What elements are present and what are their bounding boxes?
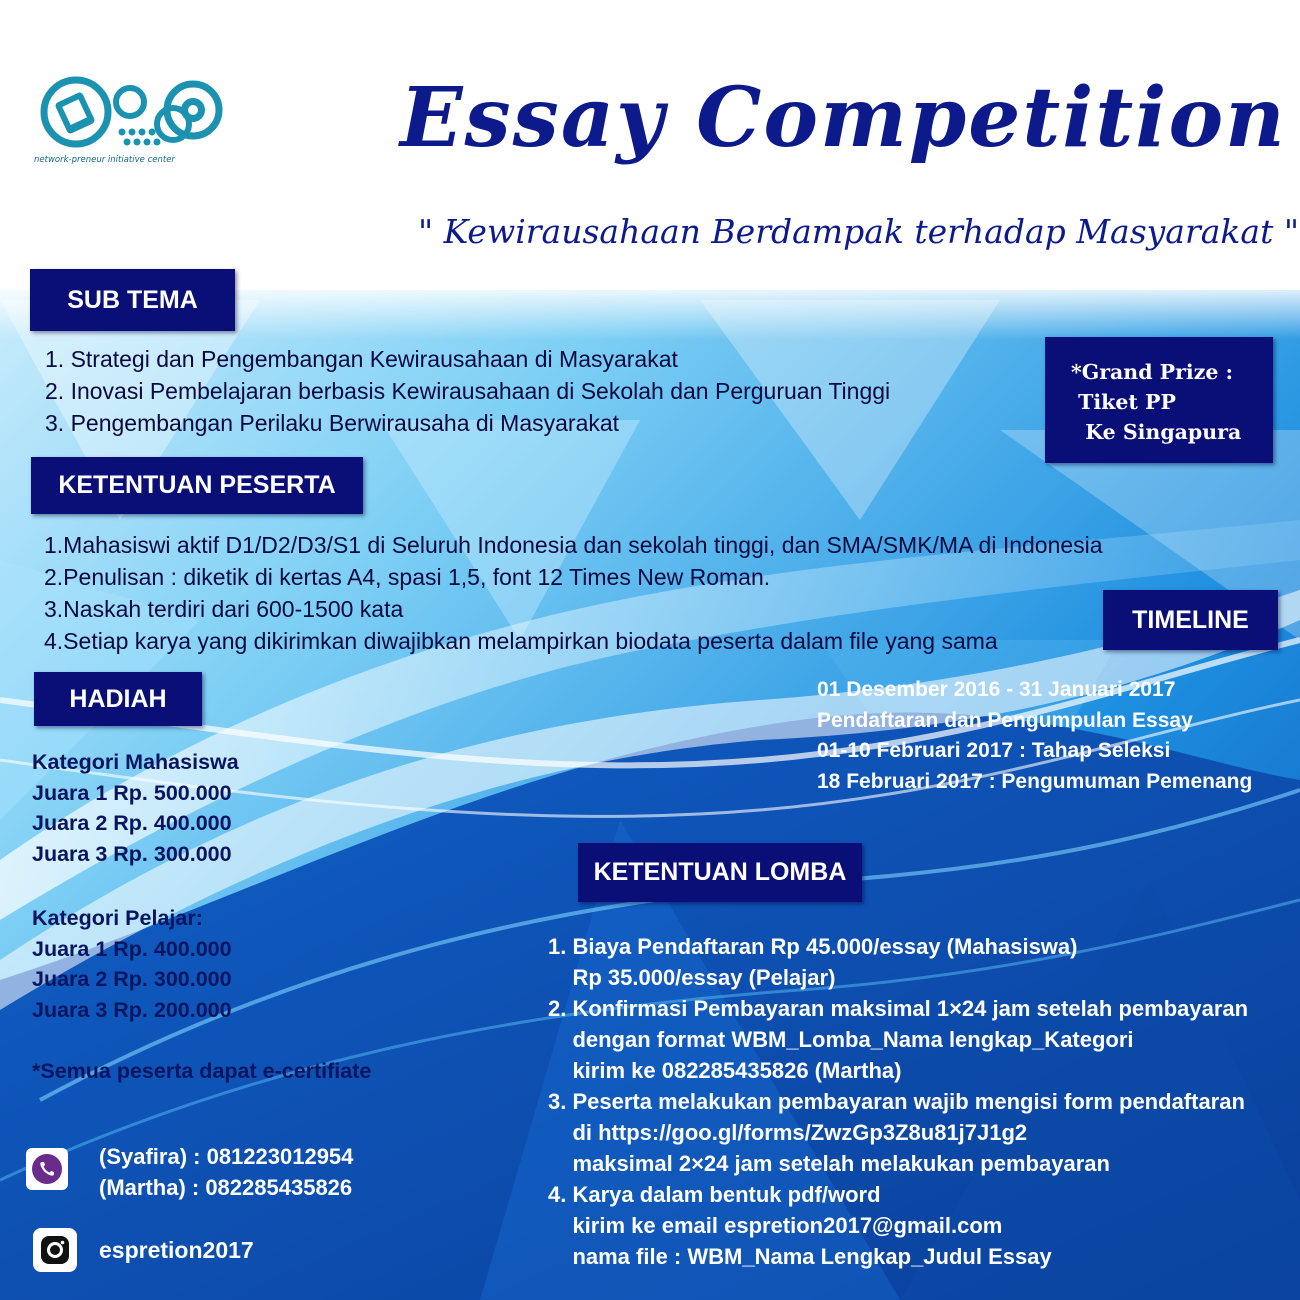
list-item: 4.Setiap karya yang dikirimkan diwajibkan melampirkan biodata peserta dalam file yang sama <box>44 628 998 654</box>
page-subtitle: " Kewirausahaan Berdampak terhadap Masyarakat " <box>418 212 1300 251</box>
list-item: 1.Mahasiswi aktif D1/D2/D3/S1 di Seluruh Indonesia dan sekolah tinggi, dan SMA/SMK/MA di Indonesia <box>44 532 1103 558</box>
list-item: kirim ke 082285435826 (Martha) <box>548 1058 902 1083</box>
organization-logo <box>38 72 223 154</box>
list-item: Juara 3 Rp. 300.000 <box>32 841 232 866</box>
hadiah-heading: HADIAH <box>34 672 202 726</box>
sub-tema-list <box>45 343 890 439</box>
sub-tema-heading: SUB TEMA <box>30 269 235 331</box>
instagram-icon <box>33 1228 77 1272</box>
grand-prize-line: Tiket PP <box>1071 390 1176 414</box>
ketentuan-peserta-list <box>44 529 1103 657</box>
list-item: 2. Konfirmasi Pembayaran maksimal 1×24 jam setelah pembayaran <box>548 996 1249 1021</box>
list-item: 2. Inovasi Pembelajaran berbasis Kewirausahaan di Sekolah dan Perguruan Tinggi <box>45 378 891 404</box>
list-item: 1. Strategi dan Pengembangan Kewirausahaan di Masyarakat <box>45 346 678 372</box>
ketentuan-lomba-heading: KETENTUAN LOMBA <box>578 843 862 902</box>
list-item: Pendaftaran dan Pengumpulan Essay <box>817 708 1193 732</box>
list-item: 3. Peserta melakukan pembayaran wajib mengisi form pendaftaran <box>548 1089 1245 1114</box>
list-item: 1. Biaya Pendaftaran Rp 45.000/essay (Mahasiswa) <box>548 934 1078 959</box>
grand-prize-box <box>1045 337 1273 463</box>
list-item: Rp 35.000/essay (Pelajar) <box>548 965 836 990</box>
contact-phone-syafira: (Syafira) : 081223012954 <box>99 1144 354 1169</box>
contact-instagram: espretion2017 <box>99 1237 254 1263</box>
grand-prize-line: Ke Singapura <box>1071 420 1242 444</box>
list-item: 4. Karya dalam bentuk pdf/word <box>548 1182 881 1207</box>
timeline-heading: TIMELINE <box>1103 590 1278 650</box>
list-item: di https://goo.gl/forms/ZwzGp3Z8u81j7J1g2 <box>548 1120 1028 1145</box>
list-item: nama file : WBM_Nama Lengkap_Judul Essay <box>548 1244 1052 1269</box>
ketentuan-peserta-heading: KETENTUAN PESERTA <box>31 457 363 514</box>
list-item: Kategori Pelajar: <box>32 906 203 930</box>
list-item: Juara 2 Rp. 300.000 <box>32 967 232 991</box>
list-item: Juara 3 Rp. 200.000 <box>32 997 232 1022</box>
list-item: Juara 1 Rp. 400.000 <box>32 936 232 961</box>
grand-prize-line: *Grand Prize : <box>1071 360 1234 384</box>
list-item: 01-10 Februari 2017 : Tahap Seleksi <box>817 739 1171 762</box>
list-item: 3. Pengembangan Perilaku Berwirausaha di Masyarakat <box>45 410 620 436</box>
ketentuan-lomba-list <box>548 931 1248 1272</box>
page-title: Essay Competition <box>400 70 1287 166</box>
list-item: 01 Desember 2016 - 31 Januari 2017 <box>817 678 1176 701</box>
contact-phone-martha: (Martha) : 082285435826 <box>99 1175 353 1200</box>
hadiah-pelajar-list <box>32 903 232 1025</box>
list-item: dengan format WBM_Lomba_Nama lengkap_Kategori <box>548 1027 1134 1052</box>
list-item: 3.Naskah terdiri dari 600-1500 kata <box>44 596 404 622</box>
logo-caption: network-preneur initiative center <box>34 155 175 165</box>
timeline-list <box>817 675 1252 797</box>
phone-icon <box>26 1148 68 1190</box>
hadiah-mahasiswa-list <box>32 747 239 869</box>
list-item: kirim ke email espretion2017@gmail.com <box>548 1213 1003 1238</box>
list-item: 2.Penulisan : diketik di kertas A4, spasi 1,5, font 12 Times New Roman. <box>44 564 771 590</box>
list-item: 18 Februari 2017 : Pengumuman Pemenang <box>817 769 1253 793</box>
list-item: Juara 2 Rp. 400.000 <box>32 811 232 835</box>
list-item: Kategori Mahasiswa <box>32 750 239 774</box>
list-item: Juara 1 Rp. 500.000 <box>32 780 232 805</box>
list-item: maksimal 2×24 jam setelah melakukan pembayaran <box>548 1151 1110 1176</box>
hadiah-note: *Semua peserta dapat e-certifiate <box>32 1059 372 1083</box>
